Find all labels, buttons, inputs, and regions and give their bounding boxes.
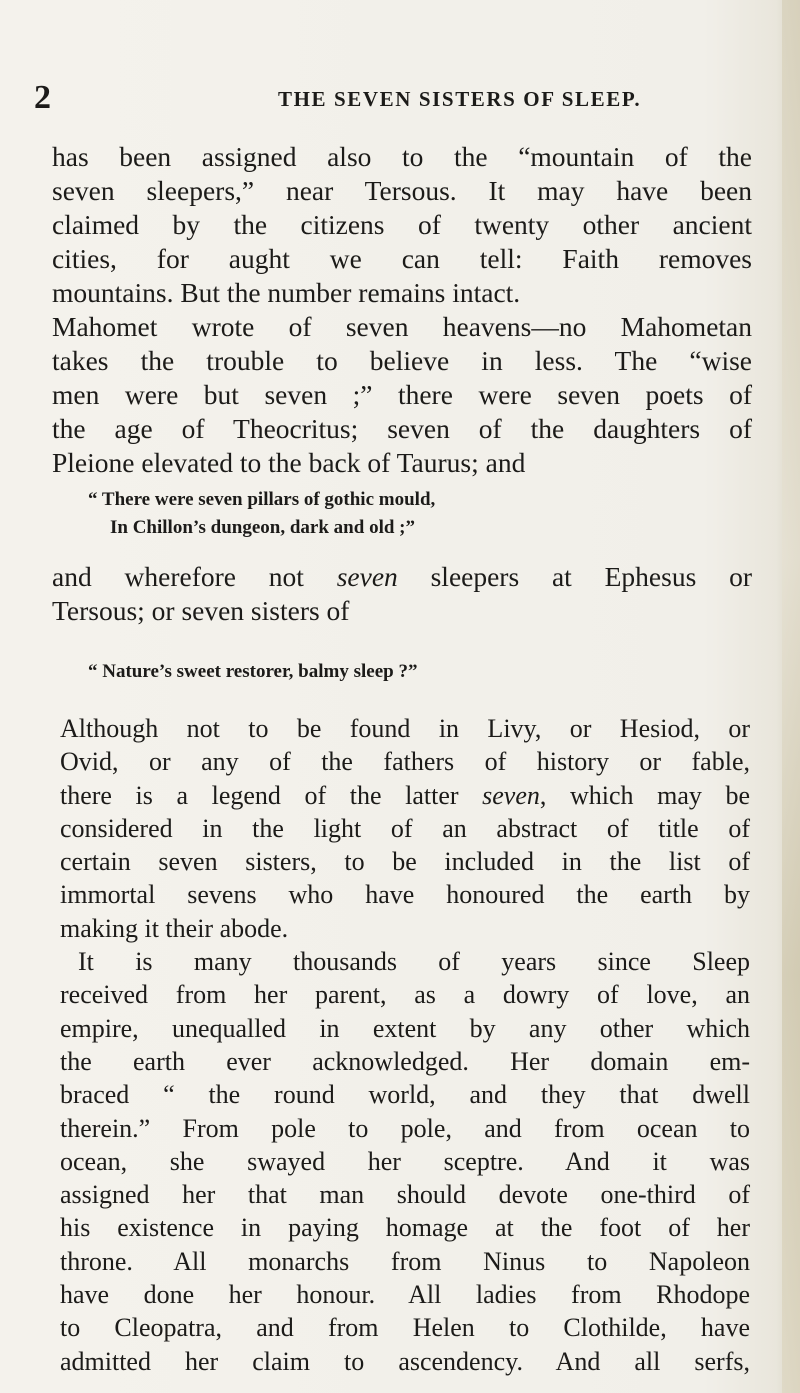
text-line: empire, unequalled in extent by any other which xyxy=(60,1013,750,1043)
paragraph-1 xyxy=(52,140,752,480)
text-line: men were but seven ;” there were seven poets of xyxy=(52,379,752,410)
text-line: Although not to be found in Livy, or Hesiod, or xyxy=(60,714,750,743)
text-line: throne. All monarchs from Ninus to Napoleon xyxy=(60,1246,750,1276)
text-line: claimed by the citizens of twenty other ancient xyxy=(52,209,752,240)
text-line: certain seven sisters, to be included in the list of xyxy=(60,847,750,877)
text-line: Pleione elevated to the back of Taurus; and xyxy=(52,447,526,478)
text-line: the earth ever acknowledged. Her domain em- xyxy=(60,1046,750,1076)
text-line: Mahomet wrote of seven heavens—no Mahometan xyxy=(52,311,752,342)
text-line: making it their abode. xyxy=(60,913,289,943)
text-line: therein.” From pole to pole, and from ocean to xyxy=(60,1113,750,1143)
text-line: mountains. But the number remains intact. xyxy=(52,277,521,308)
text-line: braced “ the round world, and they that dwell xyxy=(60,1080,750,1110)
text-line xyxy=(60,779,750,812)
paragraph-3 xyxy=(60,712,750,1378)
quote-line: “ There were seven pillars of gothic mould, xyxy=(88,489,436,510)
text-line: Tersous; or seven sisters of xyxy=(52,595,350,627)
page-edge-stain xyxy=(782,0,800,1393)
paragraph-2 xyxy=(52,560,752,628)
text-line: seven sleepers,” near Tersous. It may have been xyxy=(52,175,752,206)
text-line: immortal sevens who have honoured the earth by xyxy=(60,880,750,910)
text-line: his existence in paying homage at the foot of her xyxy=(60,1213,750,1243)
quote-line: “ Nature’s sweet restorer, balmy sleep ?” xyxy=(88,661,418,682)
emphasis: seven xyxy=(336,561,398,592)
text-line: cities, for aught we can tell: Faith removes xyxy=(52,243,752,274)
text-line: It is many thousands of years since Sleep xyxy=(78,947,750,977)
emphasis: seven xyxy=(482,780,540,810)
text-line: considered in the light of an abstract of title of xyxy=(60,813,750,843)
text-line: received from her parent, as a dowry of love, an xyxy=(60,980,750,1010)
text-line: takes the trouble to believe in less. The “wise xyxy=(52,345,752,376)
text-fragment: there is a legend of the latter xyxy=(60,780,483,810)
text-line: the age of Theocritus; seven of the daughters of xyxy=(52,413,752,444)
text-line: Ovid, or any of the fathers of history or fable, xyxy=(60,747,750,777)
page-header xyxy=(34,80,734,116)
text-line: have done her honour. All ladies from Rhodope xyxy=(60,1280,750,1310)
running-head: THE SEVEN SISTERS OF SLEEP. xyxy=(278,87,642,111)
page-number: 2 xyxy=(34,79,51,116)
text-line: admitted her claim to ascendency. And all serfs, xyxy=(60,1346,750,1376)
text-line xyxy=(52,560,752,594)
text-line: assigned her that man should devote one-third of xyxy=(60,1180,750,1210)
text-line: to Cleopatra, and from Helen to Clothilde, have xyxy=(60,1313,750,1343)
text-fragment: sleepers at Ephesus or xyxy=(397,561,753,592)
text-line: ocean, she swayed her sceptre. And it was xyxy=(60,1146,750,1176)
quote-line: In Chillon’s dungeon, dark and old ;” xyxy=(110,517,415,538)
text-fragment: , which may be xyxy=(539,780,750,810)
text-fragment: and wherefore not xyxy=(52,561,337,592)
text-line: has been assigned also to the “mountain of the xyxy=(52,141,752,172)
